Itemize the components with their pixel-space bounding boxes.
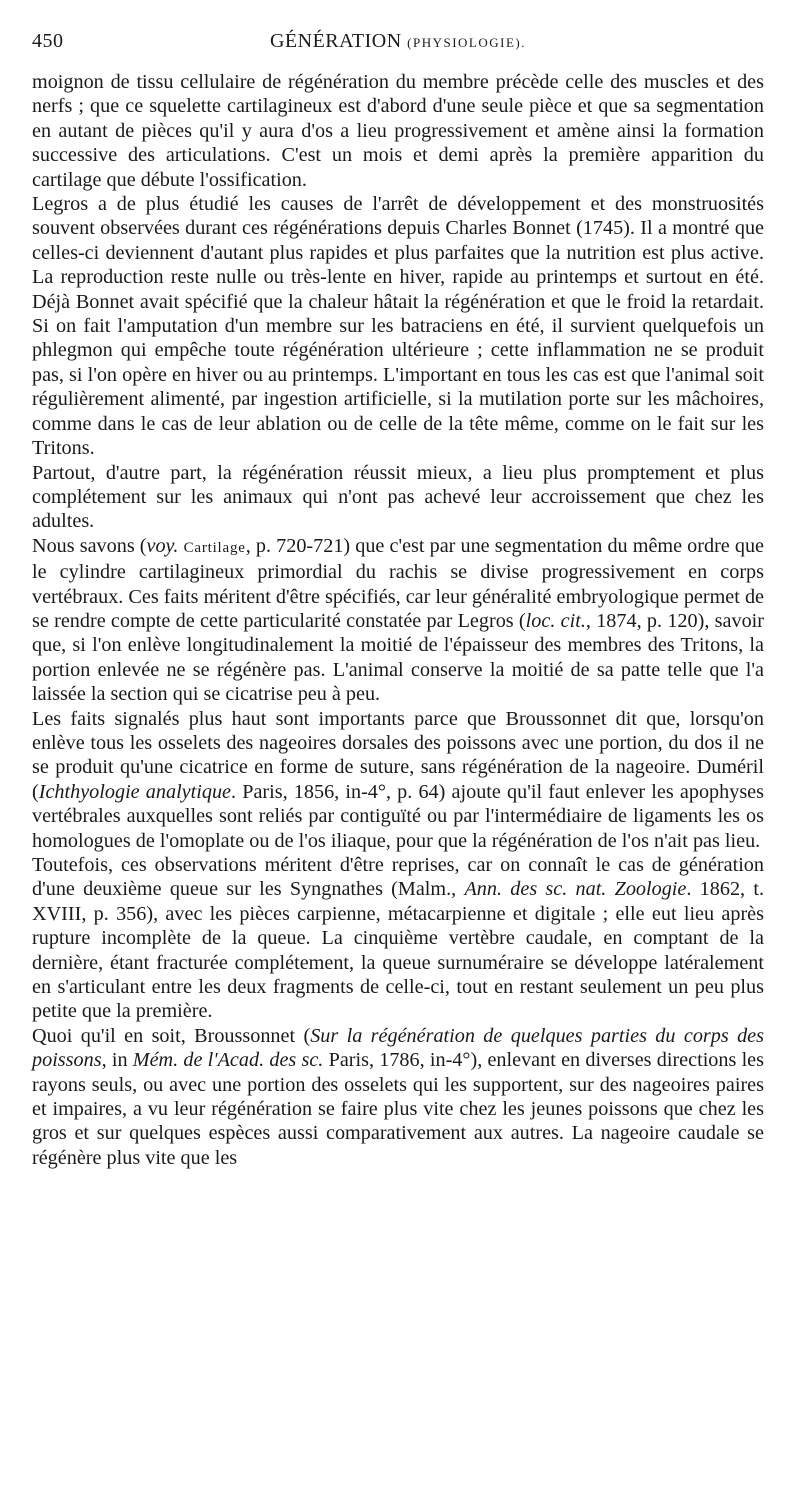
running-title xyxy=(32,30,764,53)
citation-loc-cit: loc. cit. xyxy=(525,609,586,632)
paragraph-4-text-c: , 1874, p. 120), savoir que, si l'on enlève longitudinalement la moitié de l'épaisseur des membres des Tritons, la portion enlevée ne se régénère pas. L'animal conserve la moitié de sa patte telle que l'a laissée la section qui se cicatrise peu à peu. xyxy=(32,609,764,706)
body-text xyxy=(32,70,764,1170)
paragraph-4-text-a: Nous savons ( xyxy=(32,534,147,557)
paragraph-7-text-c: Paris, 1786, in-4°), enlevant en diverses directions les rayons seuls, ou avec une portion des osselets qui les supportent, sur des nageoires paires et impaires, a vu leur régénération se faire plus vite chez les jeunes poissons que chez les gros et sur quelques espèces aussi comparativement aux autres. La nageoire caudale se régénère plus vite que les xyxy=(32,1049,764,1169)
paragraph-7-text-a: Quoi qu'il en soit, Broussonnet ( xyxy=(32,1024,311,1047)
citation-regeneration: Sur la régénération de quelques parties du corps des poissons xyxy=(32,1024,764,1072)
citation-voy: voy. xyxy=(146,534,179,557)
paragraph-1: moignon de tissu cellulaire de régénération du membre précède celle des muscles et des nerfs ; que ce squelette cartilagineux est d'abord d'une seule pièce et que sa segmentation en autant de pièces qu'il y aura d'os a lieu progressivement et amène ainsi la formation successive des articulations. C'est un mois et demi après la première apparition du cartilage que débute l'ossification. xyxy=(32,71,764,191)
citation-memoires: Mém. de l'Acad. des sc. xyxy=(132,1049,324,1072)
running-title-sub: (PHYSIOLOGIE). xyxy=(407,35,526,50)
citation-cartilage: Cartilage xyxy=(183,539,246,556)
paragraph-7 xyxy=(32,1024,764,1170)
citation-ichthyologie: Ichthyologie analytique xyxy=(38,780,232,803)
paragraph-2: Legros a de plus étudié les causes de l'arrêt de développement et des monstruosités souvent observées durant ces régénérations depuis Charles Bonnet (1745). Il a montré que celles-ci deviennent d'autant plus rapides et plus parfaites que la nutrition est plus active. La reproduction reste nulle ou très-lente en hiver, rapide au printemps et surtout en été. Déjà Bonnet avait spécifié que la chaleur hâtait la régénération et que le froid la retardait. Si on fait l'amputation d'un membre sur les batraciens en été, il survient quelquefois un phlegmon qui empêche toute régénération ultérieure ; cette inflammation ne se produit pas, si l'on opère en hiver ou au printemps. L'important en tous les cas est que l'animal soit régulièrement alimenté, par ingestion artificielle, si la mutilation porte sur les mâchoires, comme dans le cas de leur ablation ou de celle de la tête même, comme on le fait sur les Tritons. xyxy=(32,193,764,460)
running-header xyxy=(32,30,764,60)
paragraph-5-text-a: Les faits signalés plus haut sont importants parce que Broussonnet dit que, lorsqu'on enlève tous les osselets des nageoires dorsales des poissons avec une portion, du dos il ne se produit qu'une cicatrice en forme de suture, sans régénération de la nageoire. Duméril ( xyxy=(32,707,764,803)
paragraph-6 xyxy=(32,853,764,1024)
citation-annales: Ann. des sc. nat. Zoologie xyxy=(464,878,687,901)
page-number: 450 xyxy=(32,30,64,52)
paragraph-6-text-a: Toutefois, ces observations méritent d'être reprises, car on connaît le cas de génération d'une deuxième queue sur les Syngnathes (Malm., xyxy=(32,854,764,901)
paragraph-4-text-b: , p. 720-721) que c'est par une segmentation du même ordre que le cylindre cartilagineux primordial du rachis se divise progressivement en corps vertébraux. Ces faits méritent d'être spécifiés, car leur généralité embryologique permet de se rendre compte de cette particularité constatée par Legros ( xyxy=(32,534,765,632)
paragraph-5-text-b: . Paris, 1856, in-4°, p. 64) ajoute qu'il faut enlever les apophyses vertébrales auxquelles sont reliés par contiguïté ou par l'intermédiaire de ligaments les os homologues de l'omoplate ou de l'os iliaque, pour que la régénération de l'os n'ait pas lieu. xyxy=(32,780,764,852)
paragraph-7-text-b: , in xyxy=(101,1049,133,1072)
paragraph-4 xyxy=(32,534,764,707)
paragraph-3: Partout, d'autre part, la régénération réussit mieux, a lieu plus promptement et plus complétement sur les animaux qui n'ont pas achevé leur accroissement que chez les adultes. xyxy=(32,461,764,533)
paragraph-6-text-b: . 1862, t. XVIII, p. 356), avec les pièces carpienne, métacarpienne et digitale ; elle eut lieu après rupture incomplète de la queue. La cinquième vertèbre caudale, en comptant de la dernière, étant fracturée complétement, la queue surnuméraire se développe latéralement en s'articulant entre les deux fragments de celle-ci, tout en restant seulement un peu plus petite que la première. xyxy=(32,878,764,1023)
document-page xyxy=(32,30,764,1170)
running-title-main: GÉNÉRATION xyxy=(269,30,402,52)
paragraph-5 xyxy=(32,707,764,853)
